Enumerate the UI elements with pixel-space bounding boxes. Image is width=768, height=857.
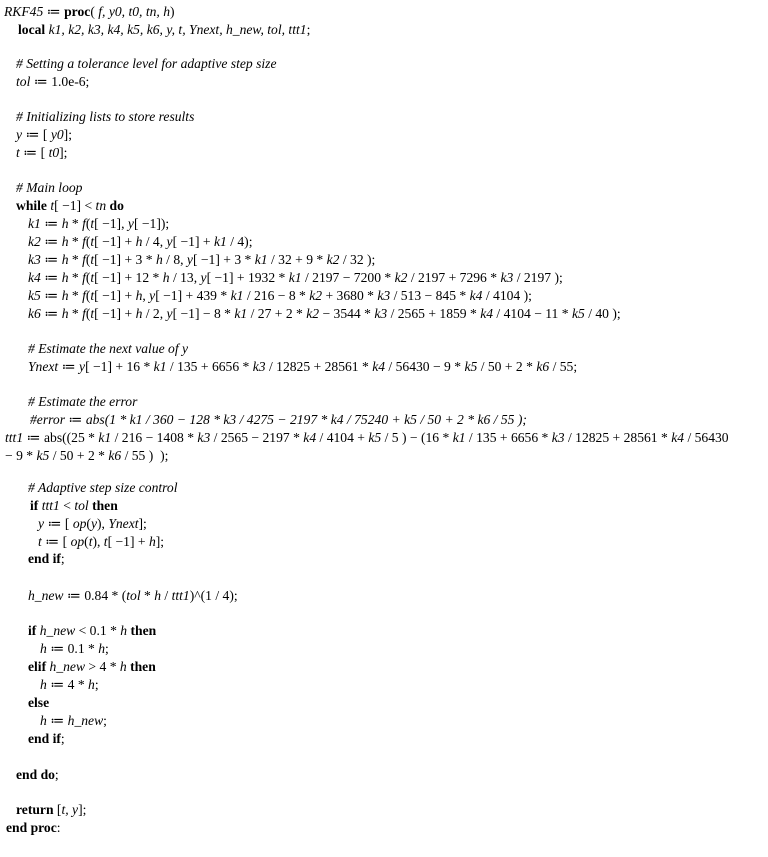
code-segment: k1 (452, 430, 466, 445)
code-segment: t (90, 306, 95, 321)
code-segment: #error ≔ abs(1 * k1 / 360 − 128 * k3 / 4275 − 2197 * k4 / 75240 + k5 / 50 + 2 * k6 / 55 ); (30, 412, 527, 427)
code-segment: / 2, (142, 306, 167, 321)
k4-line (28, 270, 563, 286)
code-segment: ≔ 1.0e-6; (30, 74, 90, 89)
code-segment: t (90, 216, 95, 231)
error-comment-line (28, 394, 137, 410)
code-segment: ≔ [ (22, 127, 51, 142)
code-segment: h (119, 659, 127, 674)
code-segment: local (18, 22, 46, 37)
code-segment: ≔ 0.1 * (46, 641, 99, 656)
code-segment: ]; (59, 145, 68, 160)
code-segment: ≔ (40, 216, 62, 231)
code-segment: h_new (67, 713, 104, 728)
code-segment: [ −1] + 16 * (85, 359, 154, 374)
code-segment: do (109, 198, 124, 213)
code-segment: k5 (28, 288, 41, 303)
code-segment: # Initializing lists to store results (16, 109, 195, 124)
code-segment: / 2565 + 1859 * (387, 306, 481, 321)
code-segment: t (90, 270, 95, 285)
code-segment: h_new (39, 623, 76, 638)
code-segment: t0 (48, 145, 60, 160)
code-segment: elif (28, 659, 47, 674)
ynext-line (28, 359, 577, 375)
code-segment: * (140, 588, 155, 603)
code-segment: proc (30, 820, 57, 835)
code-segment: return (16, 802, 54, 817)
code-segment: / 8, (162, 252, 187, 267)
code-segment: / 4104 − 11 * (493, 306, 572, 321)
code-segment: op (72, 516, 87, 531)
code-segment: k5 (464, 359, 478, 374)
code-segment: ≔ (40, 252, 62, 267)
code-segment: [ −1] + (94, 234, 136, 249)
code-segment: * (68, 306, 83, 321)
code-segment: / 135 + 6656 * (166, 359, 253, 374)
code-segment: # Estimate the next value of y (28, 341, 189, 356)
code-segment: [ (53, 802, 62, 817)
code-segment: # Estimate the error (28, 394, 138, 409)
code-segment: ( (84, 534, 89, 549)
y-append-line (38, 516, 147, 532)
code-segment: y (186, 252, 193, 267)
code-segment: / 513 − 845 * (390, 288, 470, 303)
code-segment: [ −1] + (94, 306, 136, 321)
code-segment: ( (90, 4, 99, 19)
code-segment: f, y0, t0, tn, h (98, 4, 170, 19)
code-segment: / 216 − 8 * (243, 288, 310, 303)
code-segment: [ −1] + 1932 * (206, 270, 289, 285)
code-segment: # Main loop (16, 180, 83, 195)
code-segment: y (16, 127, 23, 142)
code-segment: k4 (303, 430, 317, 445)
t-append-line (38, 534, 164, 550)
code-segment: ), (97, 516, 109, 531)
code-segment: if (30, 498, 39, 513)
k2-line (28, 234, 253, 250)
code-segment: do (40, 767, 55, 782)
code-segment: ]; (138, 516, 147, 531)
code-segment: h (135, 234, 143, 249)
code-segment: / 4104 ); (482, 288, 532, 303)
commented-error-line (30, 412, 527, 428)
return-line (16, 802, 86, 818)
code-segment: Ynext (108, 516, 139, 531)
code-segment: tol (126, 588, 141, 603)
code-segment: / 2197 ); (513, 270, 563, 285)
code-segment: / 2565 − 2197 * (210, 430, 304, 445)
code-segment: ttt1 (171, 588, 190, 603)
code-segment: ttt1 (5, 430, 24, 445)
code-segment: k4 (480, 306, 494, 321)
code-segment: if (52, 731, 61, 746)
code-segment: k3 (377, 288, 391, 303)
code-segment: [ −1] + 3 * (94, 252, 156, 267)
code-segment: k1 (213, 234, 227, 249)
code-segment: y (127, 216, 134, 231)
code-segment: k4 (372, 359, 386, 374)
code-segment: tn (95, 198, 107, 213)
code-segment: > 4 * (85, 659, 120, 674)
code-segment: # Setting a tolerance level for adaptive step size (16, 56, 277, 71)
code-segment: [ −1], (94, 216, 128, 231)
code-segment: ≔ 0.84 * ( (63, 588, 127, 603)
code-segment: t, y (61, 802, 79, 817)
code-segment: k4 (671, 430, 685, 445)
code-segment: t (50, 198, 55, 213)
code-segment: / 32 + 9 * (267, 252, 327, 267)
code-segment: h (40, 677, 47, 692)
code-segment: h (61, 270, 69, 285)
h-assign-line (40, 713, 107, 729)
code-segment: k1 (254, 252, 268, 267)
k5-line (28, 288, 532, 304)
code-segment: h_new (28, 588, 64, 603)
code-segment: k3 (500, 270, 514, 285)
proc-header-line (4, 4, 175, 20)
code-segment: / 12825 + 28561 * (564, 430, 672, 445)
code-segment: else (28, 695, 50, 710)
code-segment: ttt1 (41, 498, 60, 513)
code-segment: / 5 ) − (16 * (381, 430, 453, 445)
code-segment: / 12825 + 28561 * (265, 359, 373, 374)
code-segment: y (200, 270, 207, 285)
code-segment: ]; (63, 127, 72, 142)
code-segment: ( (85, 234, 91, 249)
code-segment: ( (85, 252, 91, 267)
code-segment: ; (54, 767, 59, 782)
code-segment: h (61, 288, 69, 303)
main-loop-comment-line (16, 180, 82, 196)
code-segment: Ynext (28, 359, 59, 374)
code-segment: [ −1] − 8 * (172, 306, 235, 321)
ttt1-continuation-line (5, 448, 168, 464)
code-segment: * (68, 288, 83, 303)
code-segment: k2 (28, 234, 41, 249)
code-segment: h (135, 306, 143, 321)
code-segment: k6 (536, 359, 550, 374)
code-segment: y (166, 306, 173, 321)
code-segment: [ −1] + 3 * (192, 252, 255, 267)
code-segment: RKF45 (4, 4, 44, 19)
code-segment: / 4); (226, 234, 253, 249)
end-if-line (28, 731, 65, 747)
code-segment: h (40, 713, 47, 728)
code-segment: proc (64, 4, 91, 19)
code-segment: k4 (469, 288, 483, 303)
code-segment: − 9 * (5, 448, 37, 463)
code-segment: / 27 + 2 * (247, 306, 307, 321)
code-segment: ), (92, 534, 104, 549)
end-do-line (16, 767, 59, 783)
code-segment: f (82, 288, 86, 303)
code-segment: h (61, 252, 69, 267)
code-segment: k3 (551, 430, 565, 445)
code-segment: while (16, 198, 47, 213)
code-segment: ]; (155, 534, 165, 549)
code-segment: k6 (28, 306, 41, 321)
code-segment: h_new (49, 659, 86, 674)
code-segment: ; (306, 22, 311, 37)
code-segment: k2 (394, 270, 408, 285)
code-segment: ) (170, 4, 175, 19)
code-segment: [ −1] < (54, 198, 96, 213)
code-segment: [ −1] + (94, 288, 136, 303)
code-segment: < (59, 498, 75, 513)
elif-line (28, 659, 156, 675)
code-segment: ≔ (40, 288, 62, 303)
code-segment: ≔ 4 * (46, 677, 89, 692)
code-segment: ; (94, 677, 99, 692)
code-segment: / 55 ) ); (121, 448, 169, 463)
code-segment: k6 (108, 448, 122, 463)
code-segment: / 56430 (684, 430, 729, 445)
code-segment: if (28, 623, 37, 638)
code-segment: h (135, 288, 143, 303)
code-segment: [ −1] + 12 * (94, 270, 163, 285)
code-segment: + 3680 * (322, 288, 378, 303)
code-segment: h (61, 234, 69, 249)
code-segment: then (130, 659, 156, 674)
code-segment: ; (60, 731, 65, 746)
code-segment: y (79, 359, 86, 374)
code-segment: ≔ (46, 713, 68, 728)
h-new-line (28, 588, 238, 604)
code-segment: ( (85, 270, 91, 285)
k1-line (28, 216, 169, 232)
local-declarations-line (18, 22, 310, 38)
code-segment: / 32 ); (339, 252, 376, 267)
code-segment: t (38, 534, 42, 549)
estimate-comment-line (28, 341, 188, 357)
code-segment: k5 (36, 448, 50, 463)
k6-line (28, 306, 621, 322)
code-segment: ; (105, 641, 109, 656)
while-loop-line (16, 198, 124, 214)
code-segment: f (82, 252, 86, 267)
code-segment: k3 (374, 306, 388, 321)
h-max-line (40, 677, 99, 693)
code-segment: ]; (78, 802, 87, 817)
code-segment: / 50 + 2 * (477, 359, 537, 374)
code-segment: k3 (28, 252, 41, 267)
code-segment: ( (85, 216, 91, 231)
code-segment: k3 (252, 359, 266, 374)
tolerance-comment-line (16, 56, 277, 72)
code-segment: t (88, 534, 93, 549)
code-segment: [ −1] + 439 * (155, 288, 231, 303)
code-segment: ≔ (40, 234, 62, 249)
code-segment: < 0.1 * (75, 623, 121, 638)
y-init-line (16, 127, 72, 143)
code-segment: k1 (288, 270, 302, 285)
code-segment: t (90, 252, 95, 267)
code-segment: ≔ (40, 270, 62, 285)
code-segment: / 13, (169, 270, 201, 285)
code-segment: / 55; (549, 359, 578, 374)
code-segment: * (68, 216, 83, 231)
code-segment: [ −1] + (107, 534, 149, 549)
code-segment: k2 (309, 288, 323, 303)
code-segment: − 3544 * (319, 306, 375, 321)
code-segment: * (68, 270, 83, 285)
code-segment: * (68, 234, 83, 249)
code-segment: / 50 + 2 * (49, 448, 109, 463)
code-segment: k4 (28, 270, 41, 285)
code-segment: y (166, 234, 173, 249)
code-segment: t (16, 145, 20, 160)
code-segment: op (70, 534, 85, 549)
code-segment: ( (85, 288, 91, 303)
code-segment: then (92, 498, 118, 513)
ttt1-line (5, 430, 729, 446)
code-segment: / 40 ); (584, 306, 621, 321)
code-segment: t (90, 234, 95, 249)
code-segment: k2 (306, 306, 320, 321)
code-segment: k1 (153, 359, 167, 374)
code-segment: ≔ (58, 359, 80, 374)
code-segment: end (16, 767, 38, 782)
code-segment: [ −1]); (133, 216, 170, 231)
code-segment: k1 (98, 430, 112, 445)
code-segment: h (40, 641, 47, 656)
code-segment: h (98, 641, 106, 656)
code-segment: y (38, 516, 45, 531)
code-segment: h (88, 677, 95, 692)
code-segment: ≔ (40, 306, 62, 321)
code-segment: : (56, 820, 61, 835)
code-segment: then (130, 623, 157, 638)
code-segment: k3 (197, 430, 211, 445)
code-segment: if (52, 551, 61, 566)
code-segment: / 4104 + (316, 430, 369, 445)
adaptive-comment-line (28, 480, 178, 496)
code-segment: k1, k2, k3, k4, k5, k6, y, t, Ynext, h_new, tol, ttt1 (45, 22, 307, 37)
code-segment: t (103, 534, 108, 549)
code-segment: / 2197 + 7296 * (407, 270, 501, 285)
tolerance-assignment-line (16, 74, 89, 90)
code-segment: y0 (50, 127, 64, 142)
code-segment: k2 (326, 252, 340, 267)
code-segment: ≔ [ (19, 145, 49, 160)
code-segment: k5 (368, 430, 382, 445)
k3-line (28, 252, 375, 268)
code-segment: f (82, 306, 86, 321)
init-comment-line (16, 109, 194, 125)
code-segment: k1 (230, 288, 244, 303)
code-segment: ( (86, 516, 91, 531)
code-segment: / 56430 − 9 * (385, 359, 465, 374)
code-segment: t (90, 288, 95, 303)
code-segment: y (149, 288, 156, 303)
code-segment: ; (103, 713, 107, 728)
code-segment: f (82, 234, 86, 249)
code-segment: ≔ [ (44, 516, 73, 531)
if-h-new-line (28, 623, 156, 639)
code-segment: / 4, (142, 234, 167, 249)
code-segment: / 2197 − 7200 * (301, 270, 395, 285)
code-segment: ≔ (43, 4, 65, 19)
code-segment: )^(1 / 4); (189, 588, 238, 603)
code-segment: f (82, 216, 86, 231)
code-segment: , (142, 288, 150, 303)
code-segment: h (148, 534, 156, 549)
h-min-line (40, 641, 109, 657)
code-segment: end (28, 551, 50, 566)
code-segment: ≔ abs((25 * (23, 430, 99, 445)
code-segment: end (28, 731, 50, 746)
code-segment: h (61, 216, 69, 231)
code-segment: k1 (234, 306, 248, 321)
code-segment: * (68, 252, 83, 267)
code-segment: tol (74, 498, 89, 513)
code-segment: y (90, 516, 97, 531)
code-segment: h (154, 588, 162, 603)
code-segment: k1 (28, 216, 41, 231)
code-segment: tol (16, 74, 31, 89)
code-segment: / (161, 588, 172, 603)
if-error-line (30, 498, 118, 514)
code-segment: f (82, 270, 86, 285)
code-segment: h (61, 306, 69, 321)
code-segment: h (120, 623, 128, 638)
code-segment: ; (60, 551, 65, 566)
code-segment: end (6, 820, 28, 835)
code-segment: ( (85, 306, 91, 321)
t-init-line (16, 145, 67, 161)
code-segment: [ −1] + (172, 234, 214, 249)
code-segment: k5 (571, 306, 585, 321)
code-segment: h (162, 270, 170, 285)
else-line (28, 695, 49, 711)
code-segment: ≔ [ (41, 534, 71, 549)
code-segment: / 216 − 1408 * (111, 430, 198, 445)
code-segment: h (155, 252, 163, 267)
end-proc-line (6, 820, 61, 836)
end-if-line (28, 551, 65, 567)
code-segment: # Adaptive step size control (28, 480, 178, 495)
code-segment: / 135 + 6656 * (465, 430, 552, 445)
